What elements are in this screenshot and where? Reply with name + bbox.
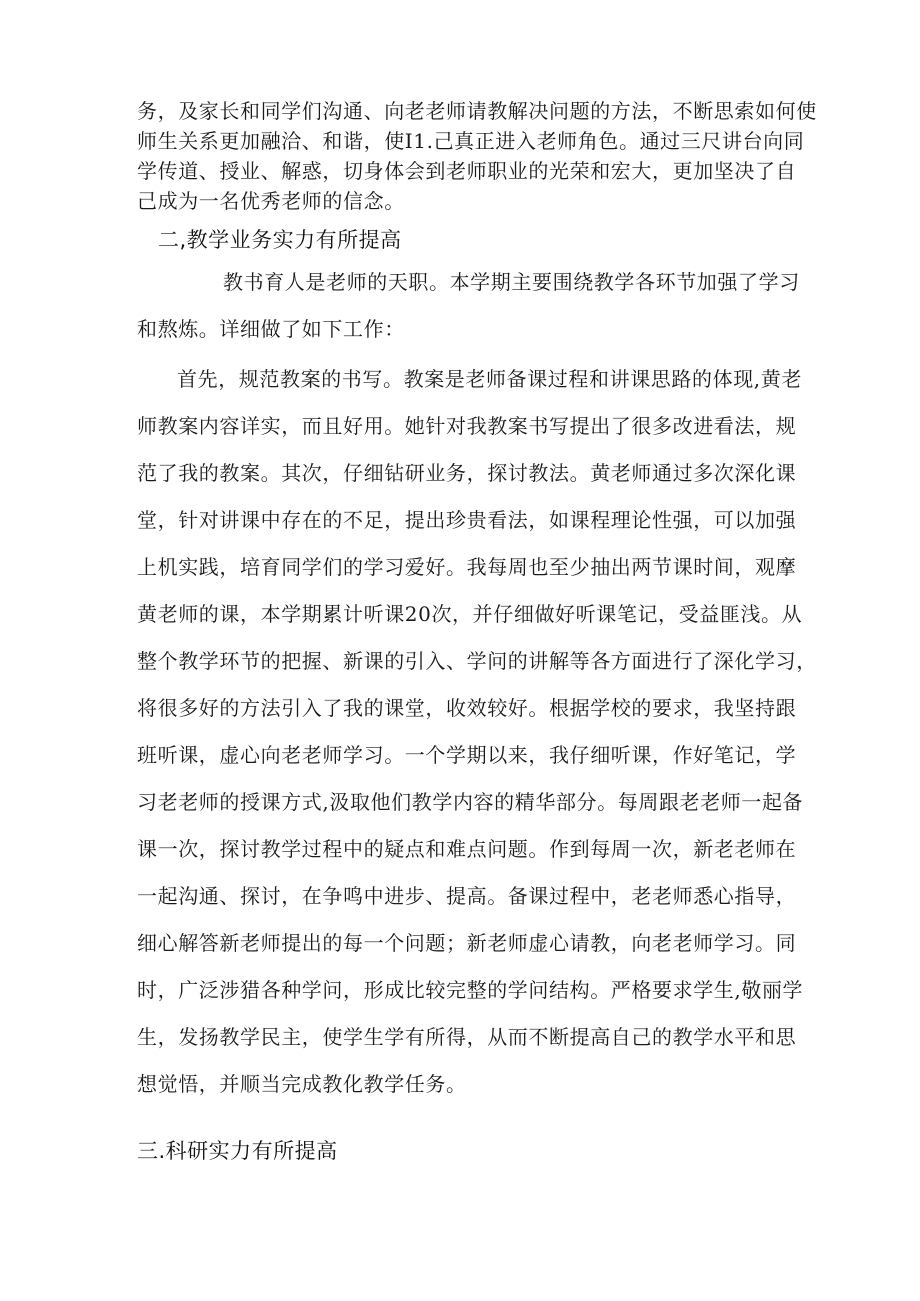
body-line: 黄老师的课，本学期累计听课20次，并仔细做好听课笔记，受益匪浅。从 xyxy=(137,602,803,626)
body-line: 习老老师的授课方式,汲取他们教学内容的精华部分。每周跟老老师一起备 xyxy=(137,790,804,814)
body-line: 课一次，探讨教学过程中的疑点和难点问题。作到每周一次，新老老师在 xyxy=(137,837,797,861)
body-line: 堂，针对讲课中存在的不足，提出珍贵看法，如课程理论性强，可以加强 xyxy=(137,508,797,532)
intro-line: 师生关系更加融洽、和谐，使Ⅰ1.己真正进入老师角色。通过三尺讲台向同 xyxy=(137,129,805,153)
body-line: 上机实践，培育同学们的学习爱好。我每周也至少抽出两节课时间，观摩 xyxy=(137,555,797,579)
body-line: 一起沟通、探讨，在争鸣中进步、提高。备课过程中，老老师悉心指导， xyxy=(137,884,797,908)
section-3-heading: 三.科研实力有所提高 xyxy=(137,1139,338,1163)
intro-line: 务，及家长和同学们沟通、向老老师请教解决问题的方法，不断思索如何使 xyxy=(137,99,817,123)
section-2-intro-paragraph xyxy=(137,259,800,353)
intro-paragraph xyxy=(137,96,817,216)
intro-line: 学传道、授业、解惑，切身体会到老师职业的光荣和宏大，更加坚决了自 xyxy=(137,159,797,183)
body-line: 班听课，虚心向老老师学习。一个学期以来，我仔细听课，作好笔记，学 xyxy=(137,743,797,767)
section-2-body-paragraph xyxy=(137,356,817,1108)
body-line: 细心解答新老师提出的每一个问题；新老师虚心请教，向老老师学习。同 xyxy=(137,931,797,955)
body-line: 想觉悟，并顺当完成教化教学任务。 xyxy=(137,1072,467,1096)
body-line: 师教案内容详实，而且好用。她针对我教案书写提出了很多改进看法，规 xyxy=(137,414,797,438)
body-line: 范了我的教案。其次，仔细钻研业务，探讨教法。黄老师通过多次深化课 xyxy=(137,461,797,485)
section-2-heading: 二,教学业务实力有所提高 xyxy=(158,228,402,252)
body-line: 整个教学环节的把握、新课的引入、学问的讲解等各方面进行了深化学习， xyxy=(137,649,817,673)
body-line: 教书育人是老师的天职。本学期主要围绕教学各环节加强了学习 xyxy=(223,270,800,294)
body-line: 将很多好的方法引入了我的课堂，收效较好。根据学校的要求，我坚持跟 xyxy=(137,696,797,720)
body-line: 和熬炼。详细做了如下工作： xyxy=(137,317,405,341)
body-line: 时，广泛涉猎各种学问，形成比较完整的学问结构。严格要求学生,敬丽学 xyxy=(137,978,804,1002)
body-line: 生，发扬教学民主，使学生学有所得，从而不断提高自己的教学水平和思 xyxy=(137,1025,797,1049)
body-line: 首先，规范教案的书写。教案是老师备课过程和讲课思路的体现,黄老 xyxy=(177,367,802,391)
intro-line: 己成为一名优秀老师的信念。 xyxy=(137,189,405,213)
